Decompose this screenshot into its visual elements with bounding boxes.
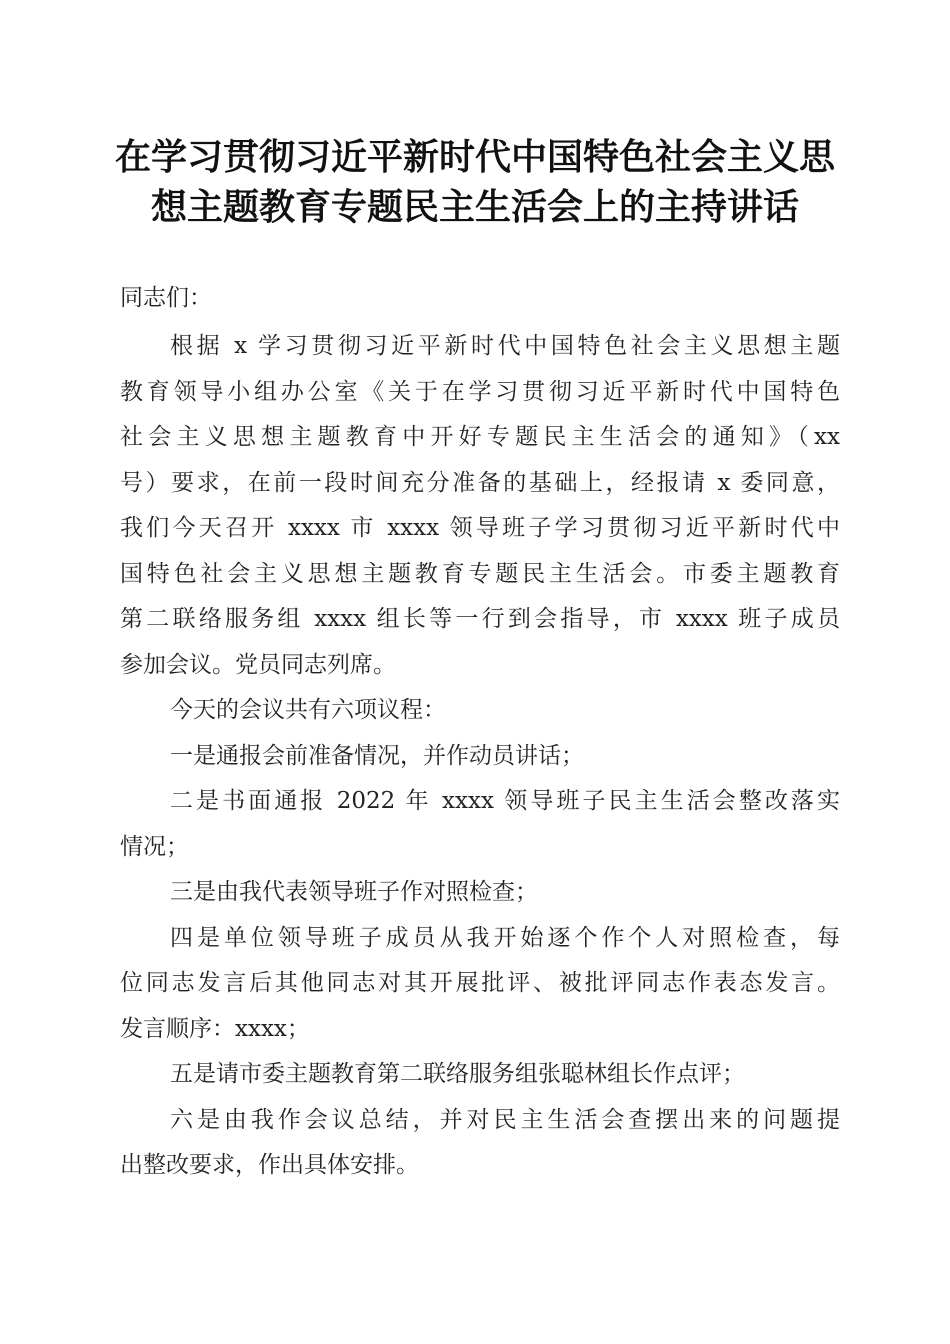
paragraph-line: 四是单位领导班子成员从我开始逐个作个人对照检查，每 bbox=[170, 924, 840, 951]
title-line: 想主题教育专题民主生活会上的主持讲话 bbox=[150, 186, 799, 228]
paragraph-line: 二是书面通报 2022 年 xxxx 领导班子民主生活会整改落实 bbox=[170, 788, 840, 814]
paragraph-line: 国特色社会主义思想主题教育专题民主生活会。市委主题教育 bbox=[120, 560, 840, 587]
document-title bbox=[100, 132, 850, 232]
paragraph-line: 参加会议。党员同志列席。 bbox=[120, 651, 396, 678]
paragraph-background bbox=[120, 324, 840, 688]
paragraph-line: 根据 x 学习贯彻习近平新时代中国特色社会主义思想主题 bbox=[170, 333, 840, 359]
agenda-item-3 bbox=[120, 870, 840, 916]
paragraph-line: 情况； bbox=[120, 833, 189, 860]
paragraph-line: 三是由我代表领导班子作对照检查； bbox=[170, 879, 538, 905]
salutation: 同志们： bbox=[120, 285, 212, 311]
paragraph-line: 出整改要求，作出具体安排。 bbox=[120, 1152, 419, 1178]
paragraph-line: 发言顺序：xxxx； bbox=[120, 1015, 310, 1042]
paragraph-line: 六是由我作会议总结，并对民主生活会查摆出来的问题提 bbox=[170, 1106, 840, 1133]
document-body bbox=[120, 272, 840, 1189]
agenda-item-2 bbox=[120, 779, 840, 870]
agenda-item-6 bbox=[120, 1098, 840, 1189]
paragraph-line: 社会主义思想主题教育中开好专题民主生活会的通知》（xx bbox=[120, 424, 840, 450]
paragraph-agenda-intro bbox=[120, 688, 840, 734]
paragraph-line: 第二联络服务组 xxxx 组长等一行到会指导，市 xxxx 班子成员 bbox=[120, 606, 840, 632]
paragraph-line: 一是通报会前准备情况，并作动员讲话； bbox=[170, 742, 584, 769]
paragraph-line: 位同志发言后其他同志对其开展批评、被批评同志作表态发言。 bbox=[120, 970, 840, 996]
paragraph-line: 五是请市委主题教育第二联络服务组张聪林组长作点评； bbox=[170, 1061, 745, 1087]
agenda-item-1 bbox=[120, 734, 840, 780]
paragraph-line: 今天的会议共有六项议程： bbox=[170, 697, 446, 723]
agenda-item-5 bbox=[120, 1052, 840, 1098]
title-line: 在学习贯彻习近平新时代中国特色社会主义思 bbox=[114, 136, 835, 178]
paragraph-line: 教育领导小组办公室《关于在学习贯彻习近平新时代中国特色 bbox=[120, 378, 840, 405]
agenda-item-4 bbox=[120, 916, 840, 1053]
paragraph-line: 号）要求，在前一段时间充分准备的基础上，经报请 x 委同意， bbox=[120, 469, 840, 496]
paragraph-line: 我们今天召开 xxxx 市 xxxx 领导班子学习贯彻习近平新时代中 bbox=[120, 515, 840, 541]
